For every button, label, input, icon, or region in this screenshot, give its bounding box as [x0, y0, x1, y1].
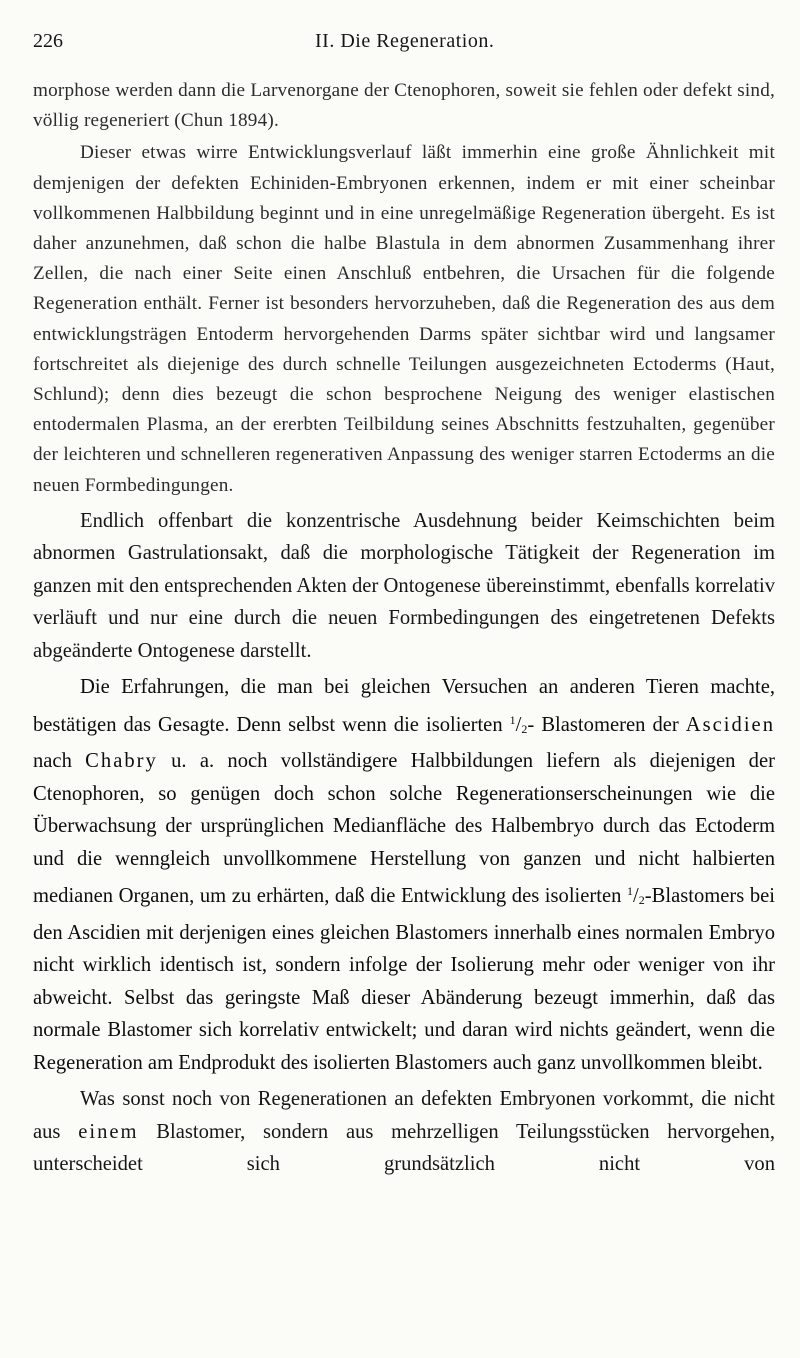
paragraph-gastrulation — [33, 505, 775, 668]
paragraph-text: Die Erfahrungen, die man bei gleichen Versuchen an anderen Tieren machte, bestätigen das Gesagte. Denn selbst wenn die isolierten — [33, 676, 775, 736]
paragraph-mehrzellige-teilstuecke — [33, 1083, 775, 1181]
page-body — [33, 76, 775, 1181]
paragraph-continuation — [33, 76, 775, 136]
running-head: II. Die Regeneration. — [315, 30, 495, 52]
fraction-half: $^1/_2$ — [627, 884, 645, 908]
paragraph-text: Dieser etwas wirre Entwicklungsverlauf läßt immerhin eine große Ähnlichkeit mit demjenigen der defekten Echiniden-Embryonen erkennen, indem er mit einer scheinbar vollkommenen Halbbildung beginnt und in eine unregelmäßige Regeneration übergeht. Es ist daher anzunehmen, daß schon die halbe Blastula in dem abnormen Zusammenhang ihrer Zellen, die nach einer Seite einen Anschluß entbehren, die Ursachen für die folgende Regeneration enthält. Ferner ist besonders hervorzuheben, daß die Regeneration des aus dem entwicklungsträgen Entoderm hervorgehenden Darms später sichtbar wird und langsamer fortschreitet als diejenige des durch schnelle Teilungen ausgezeichneten Ectoderms (Haut, Schlund); denn dies bezeugt die schon besprochene Neigung des weniger elastischen entodermalen Plasma, an der ererbten Teilbildung seines Abschnitts festzuhalten, gegenüber der leichteren und schnelleren regenerativen Anpassung des weniger starren Ectoderms an die neuen Formbedingungen. — [33, 142, 775, 496]
paragraph-text: u. a. noch vollständigere Halbbildungen liefern als diejenigen der Ctenophoren, so genügen doch schon solche Regenerationserscheinungen wie die Überwachsung der ursprünglichen Medianfläche des Halbembryo durch das Ectoderm und die wenngleich unvollkommene Herstellung von ganzen und nicht halbierten medianen Organen, um zu erhärten, daß die Entwicklung des isolierten — [33, 750, 775, 908]
paragraph-text: -Blastomers bei den Ascidien mit derjenigen eines gleichen Blastomers innerhalb eines normalen Embryo nicht wirklich identisch ist, sondern infolge der Isolierung mehr oder weniger von ihr abweicht. Selbst das geringste Maß dieser Abänderung bezeugt immerhin, daß das normale Blastomer sich korrelativ entwickelt; und daran wird nichts geändert, wenn die Regeneration am Endprodukt des isolierten Blastomers auch ganz unvollkommen bleibt. — [33, 885, 775, 1074]
paragraph-text: morphose werden dann die Larvenorgane der Ctenophoren, soweit sie fehlen oder defekt sind, völlig regeneriert (Chun 1894). — [33, 80, 775, 132]
fraction-denominator: 2 — [521, 721, 528, 736]
fraction-numerator: 1 — [509, 712, 516, 727]
paragraph-ascidien: Die Erfahrungen, die man bei gleichen Versuchen an anderen Tieren machte, bestätigen das Gesagte. Denn selbst wenn die isolierten $^1/_2-$ Blastomeren der Ascidien nach Chabry u. a. noch vollständigere Halbbildungen liefern als diejenigen der Ctenophoren, so genügen doch schon solche Regenerationserscheinungen wie die Überwachsung der ursprünglichen Medianfläche des Halbembryo durch das Ectoderm und die wenngleich unvollkommene Herstellung von ganzen und nicht halbierten medianen Organen, um zu erhärten, daß die Entwicklung des isolierten $^1/_2$-Blastomers bei den Ascidien mit derjenigen eines gleichen Blastomers innerhalb eines normalen Embryo nicht wirklich identisch ist, sondern infolge der Isolierung mehr oder weniger von ihr abweicht. Selbst das geringste Maß dieser Abänderung bezeugt immerhin, daß das normale Blastomer sich korrelativ entwickelt; und daran wird nichts geändert, wenn die Regeneration am Endprodukt des isolierten Blastomers auch ganz unvollkommen bleibt. — [33, 676, 775, 1074]
emphasis-einem: einem — [78, 1120, 139, 1143]
paragraph-echiniden-comparison — [33, 138, 775, 500]
page-header — [33, 30, 775, 60]
page-number: 226 — [33, 30, 63, 52]
paragraph-text: Blastomer, sondern aus mehrzelligen Teilungsstücken hervorgehen, unterscheidet sich grundsätzlich nicht von — [33, 1120, 775, 1176]
emphasis-author-chabry: Chabry — [85, 750, 158, 773]
paragraph-text: Was sonst noch von Regenerationen an defekten Embryonen vorkommt, die nicht aus — [33, 1088, 775, 1143]
paragraph-text: Endlich offenbart die konzentrische Ausdehnung beider Keimschichten beim abnormen Gastrulationsakt, daß die morphologische Tätigkeit der Regeneration im ganzen mit den entsprechenden Akten der Ontogenese übereinstimmt, ebenfalls korrelativ verläuft und nur eine durch die neuen Formbedingungen des eingetretenen Defekts abgeänderte Ontogenese darstellt. — [33, 509, 775, 662]
fraction-denominator: 2 — [638, 893, 645, 908]
fraction-half: $^1/_2$ — [509, 712, 528, 736]
fraction-numerator: 1 — [627, 884, 634, 899]
paragraph-text: nach — [33, 750, 72, 773]
paragraph-text: Blastomeren der — [541, 713, 679, 736]
emphasis-ascidien: Ascidien — [685, 713, 775, 736]
